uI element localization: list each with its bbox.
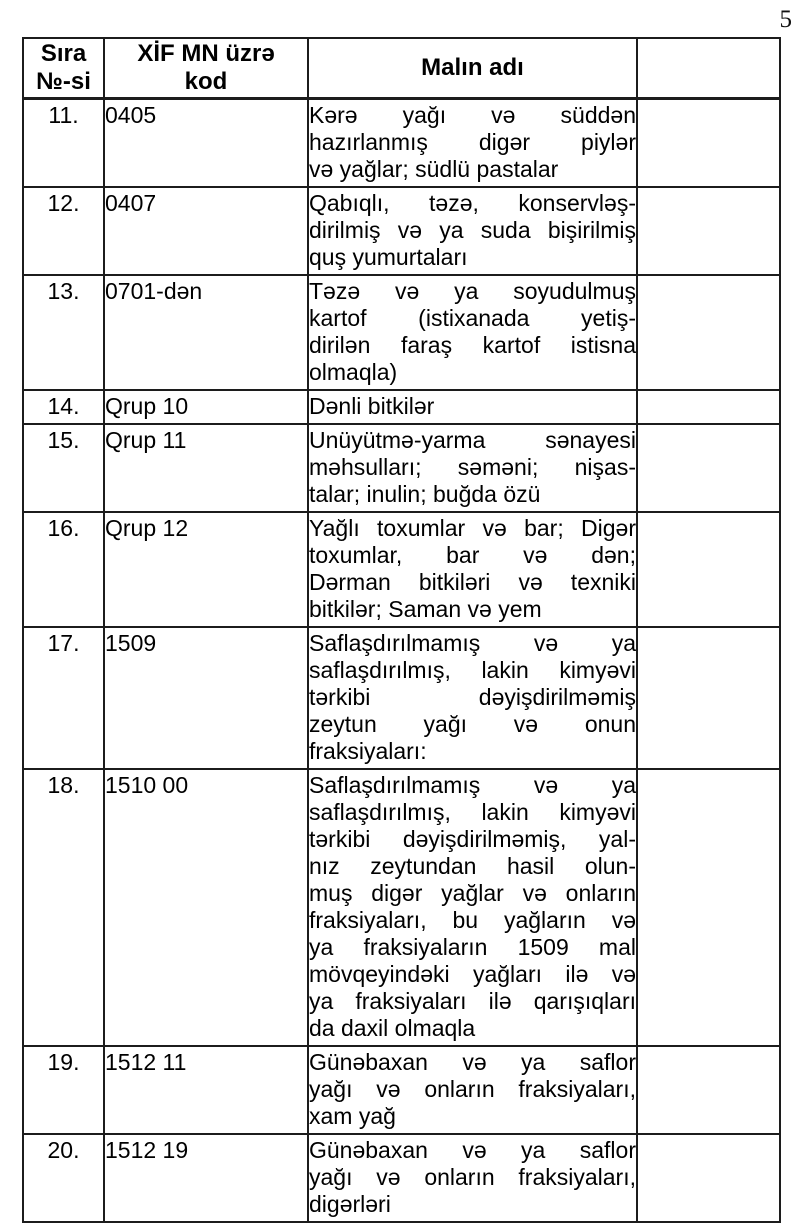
row-code-cell: Qrup 10: [104, 390, 308, 424]
row-name-cell: [308, 275, 637, 390]
row-name-line: məhsulları; səməni; nişas-: [309, 454, 636, 480]
row-name-line: Təzə və ya soyudulmuş: [309, 278, 636, 304]
row-extra-cell: [637, 99, 780, 188]
row-extra-cell: [637, 769, 780, 1046]
header-cell-sira: [23, 38, 104, 99]
row-name-cell: [308, 424, 637, 512]
row-name-cell: [308, 99, 637, 188]
row-extra-cell: [637, 1046, 780, 1134]
row-name-line: zeytun yağı və onun: [309, 711, 636, 737]
header-row: [23, 38, 780, 99]
table-row: [23, 627, 780, 769]
row-name-cell: [308, 627, 637, 769]
table-row: [23, 1134, 780, 1222]
row-extra-cell: [637, 627, 780, 769]
row-number-cell: 13.: [23, 275, 104, 390]
row-name-line: talar; inulin; buğda özü: [309, 481, 541, 507]
row-name-line: saflaşdırılmış, lakin kimyəvi: [309, 657, 636, 683]
table-row: [23, 187, 780, 275]
row-code-cell: Qrup 12: [104, 512, 308, 627]
row-extra-cell: [637, 512, 780, 627]
row-name-line: Dənli bitkilər: [309, 393, 435, 419]
row-number-cell: 14.: [23, 390, 104, 424]
row-name-line: nız zeytundan hasil olun-: [309, 853, 636, 879]
header-sira-line1: Sıra: [40, 40, 87, 67]
row-name-cell: [308, 390, 637, 424]
header-sira-line2: №-si: [36, 68, 91, 95]
row-code-cell: 1509: [104, 627, 308, 769]
table-header: [23, 38, 780, 99]
page-number: 5: [779, 6, 792, 33]
row-extra-cell: [637, 275, 780, 390]
row-name-line: Kərə yağı və süddən: [309, 102, 636, 128]
header-code-line2: kod: [184, 68, 228, 95]
row-name-line: Yağlı toxumlar və bar; Digər: [309, 515, 636, 541]
row-name-line: yağı və onların fraksiyaları,: [309, 1164, 636, 1190]
row-name-line: Dərman bitkiləri və texniki: [309, 569, 636, 595]
row-extra-cell: [637, 390, 780, 424]
row-number-cell: 15.: [23, 424, 104, 512]
row-name-line: Qabıqlı, təzə, konservləş-: [309, 190, 636, 216]
row-name-line: tərkibi dəyişdirilməmiş: [309, 684, 636, 710]
row-number-cell: 12.: [23, 187, 104, 275]
row-name-line: kartof (istixanada yetiş-: [309, 305, 636, 331]
row-name-line: Saflaşdırılmamış və ya: [309, 772, 636, 798]
row-name-line: tərkibi dəyişdirilməmiş, yal-: [309, 826, 636, 852]
row-name-line: xam yağ: [309, 1103, 396, 1129]
goods-table: [22, 37, 781, 1223]
row-name-line: dirilmiş və ya suda bişirilmiş: [309, 217, 636, 243]
row-name-line: bitkilər; Saman və yem: [309, 596, 542, 622]
row-code-cell: Qrup 11: [104, 424, 308, 512]
row-code-cell: 1512 11: [104, 1046, 308, 1134]
header-name-label: Malın adı: [421, 54, 524, 81]
row-name-line: Günəbaxan və ya saflor: [309, 1049, 636, 1075]
row-name-line: hazırlanmış digər piylər: [309, 129, 636, 155]
row-extra-cell: [637, 1134, 780, 1222]
header-cell-name: [308, 38, 637, 99]
row-number-cell: 19.: [23, 1046, 104, 1134]
header-code-line1: XİF MN üzrə: [137, 40, 275, 67]
table-row: [23, 275, 780, 390]
row-number-cell: 17.: [23, 627, 104, 769]
row-number-cell: 16.: [23, 512, 104, 627]
row-name-line: olmaqla): [309, 359, 398, 385]
row-name-line: ya fraksiyaları ilə qarışıqları: [309, 988, 636, 1014]
row-name-line: da daxil olmaqla: [309, 1015, 476, 1041]
row-name-cell: [308, 1046, 637, 1134]
row-name-line: ya fraksiyaların 1509 mal: [309, 934, 636, 960]
row-name-line: yağı və onların fraksiyaları,: [309, 1076, 636, 1102]
row-code-cell: 1512 19: [104, 1134, 308, 1222]
row-name-line: toxumlar, bar və dən;: [309, 542, 636, 568]
row-name-line: Unüyütmə-yarma sənayesi: [309, 427, 636, 453]
row-name-line: mövqeyindəki yağları ilə və: [309, 961, 636, 987]
row-name-line: quş yumurtaları: [309, 244, 468, 270]
header-cell-code: [104, 38, 308, 99]
row-code-cell: 0405: [104, 99, 308, 188]
row-name-line: Saflaşdırılmamış və ya: [309, 630, 636, 656]
row-number-cell: 20.: [23, 1134, 104, 1222]
row-name-line: fraksiyaları, bu yağların və: [309, 907, 636, 933]
row-name-line: fraksiyaları:: [309, 738, 427, 764]
row-name-cell: [308, 769, 637, 1046]
row-name-cell: [308, 512, 637, 627]
row-number-cell: 18.: [23, 769, 104, 1046]
table-row: [23, 1046, 780, 1134]
row-name-line: digərləri: [309, 1191, 391, 1217]
row-extra-cell: [637, 424, 780, 512]
table-row: [23, 424, 780, 512]
table-row: [23, 512, 780, 627]
row-code-cell: 1510 00: [104, 769, 308, 1046]
header-cell-extra: [637, 38, 780, 99]
row-code-cell: 0407: [104, 187, 308, 275]
table-body: [23, 99, 780, 1223]
row-name-line: dirilən faraş kartof istisna: [309, 332, 636, 358]
row-code-cell: 0701-dən: [104, 275, 308, 390]
table-row: [23, 769, 780, 1046]
row-name-line: muş digər yağlar və onların: [309, 880, 636, 906]
row-name-line: və yağlar; südlü pastalar: [309, 156, 559, 182]
row-extra-cell: [637, 187, 780, 275]
row-name-cell: [308, 1134, 637, 1222]
table-row: [23, 99, 780, 188]
table-row: [23, 390, 780, 424]
row-name-line: Günəbaxan və ya saflor: [309, 1137, 636, 1163]
row-name-line: saflaşdırılmış, lakin kimyəvi: [309, 799, 636, 825]
row-name-cell: [308, 187, 637, 275]
row-number-cell: 11.: [23, 99, 104, 188]
